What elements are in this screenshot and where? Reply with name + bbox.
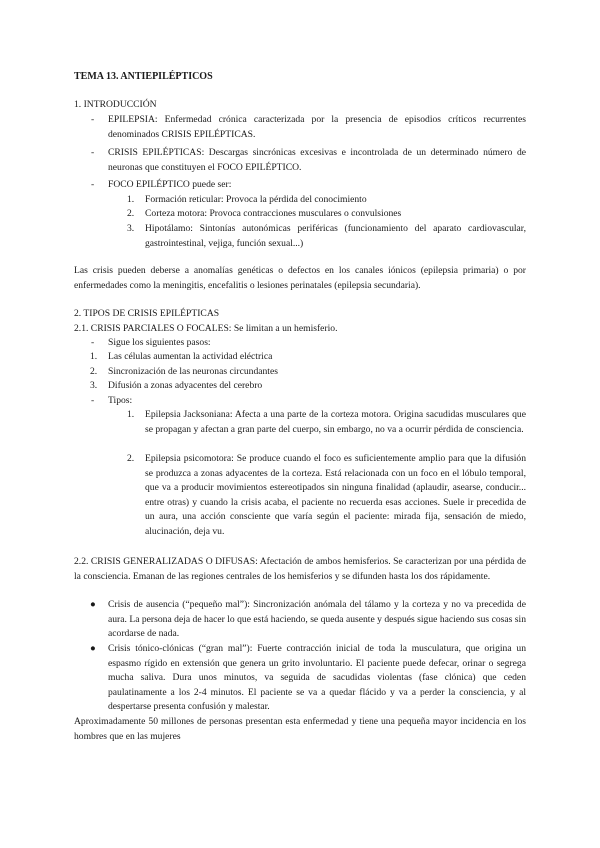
bullet-foco: FOCO EPILÉPTICO puede ser: [108, 179, 232, 190]
generalizada-item-tonico-clonicas: Crisis tónico-clónicas (“gran mal”): Fuerte contracción inicial de toda la musculatura, que origina un espasmo rígido en extensión que genera un grito involuntario. El paciente puede defecar, orinar o segrega mucha saliva. Dura unos minutos, va seguida de sacudidas violentas (fase clónica) que ceden paulatinamente a los 2-4 minutos. El paciente se va a quedar flácido y va a perder la consciencia, y al despertarse presenta confusión y malestar. [108, 643, 526, 713]
paso-item: Las células aumentan la actividad eléctrica [108, 351, 273, 362]
section-heading-tipos: 2. TIPOS DE CRISIS EPILÉPTICAS [74, 308, 220, 319]
bullet-dash: - [91, 395, 95, 406]
foco-item: Corteza motora: Provoca contracciones musculares o convulsiones [145, 208, 402, 219]
list-number: 1. [127, 409, 135, 420]
list-number: 1. [90, 351, 98, 362]
page-title: TEMA 13. ANTIEPILÉPTICOS [74, 71, 213, 82]
pasos-label: Sigue los siguientes pasos: [108, 337, 211, 348]
section-heading-introduccion: 1. INTRODUCCIÓN [74, 99, 157, 110]
tipos-label: Tipos: [108, 395, 133, 406]
paso-item: Difusión a zonas adyacentes del cerebro [108, 380, 263, 391]
bullet-dash: - [91, 337, 95, 348]
tipo-item-psicomotora: Epilepsia psicomotora: Se produce cuando el foco es suficientemente amplio para que la difusión se produzca a zonas adyacentes de la corteza. Está relacionada con un foco en el lóbulo temporal, que va a producir movimientos estereotipados sin ninguna finalidad (aplaudir, asearse, conducir... entre otras) y cuando la crisis acaba, el paciente no recuerda esas acciones. Suele ir precedida de un aura, una acción consciente que varía según el paciente: mirada fija, sensación de miedo, alucinación, deja vu. [145, 453, 526, 537]
tipo-item-jacksoniana: Epilepsia Jacksoniana: Afecta a una parte de la corteza motora. Origina sacudidas musculares que se propagan y afectan a gran parte del cuerpo, sin embargo, no va a ocurrir pérdida de consciencia. [145, 409, 526, 435]
list-number: 1. [127, 194, 135, 205]
foco-item: Formación reticular: Provoca la pérdida del conocimiento [145, 194, 367, 205]
paso-item: Sincronización de las neuronas circundantes [108, 366, 278, 377]
bullet-epilepsia: EPILEPSIA: Enfermedad crónica caracterizada por la presencia de episodios críticos recurrentes denominados CRISIS EPILÉPTICAS. [108, 114, 526, 140]
intro-paragraph: Las crisis pueden deberse a anomalías genéticas o defectos en los canales iónicos (epilepsia primaria) o por enfermedades como la meningitis, encefalitis o lesiones perinatales (epilepsia secundaria). [74, 265, 526, 291]
foco-item: Hipotálamo: Sintonías autonómicas periféricas (funcionamiento del aparato cardiovascular, gastrointestinal, vejiga, función sexual...) [145, 223, 526, 249]
bullet-crisis-epilepticas: CRISIS EPILÉPTICAS: Descargas sincrónicas excesivas e incontrolada de un determinado número de neuronas que constituyen el FOCO EPILÉPTICO. [108, 147, 526, 173]
bullet-dot: ● [90, 643, 96, 654]
final-paragraph: Aproximadamente 50 millones de personas presentan esta enfermedad y tiene una pequeña mayor incidencia en los hombres que en las mujeres [74, 716, 526, 742]
list-number: 3. [90, 380, 98, 391]
list-number: 2. [127, 208, 135, 219]
list-number: 3. [127, 223, 135, 234]
list-number: 2. [90, 366, 98, 377]
subsection-heading-parciales: 2.1. CRISIS PARCIALES O FOCALES: Se limitan a un hemisferio. [74, 323, 338, 334]
generalizada-item-ausencia: Crisis de ausencia (“pequeño mal”): Sincronización anómala del tálamo y la corteza y no va precedida de aura. La persona deja de hacer lo que está haciendo, se queda ausente y después sigue haciendo sus cosas sin acordarse de nada. [108, 599, 526, 640]
list-number: 2. [127, 453, 135, 464]
bullet-dot: ● [90, 599, 96, 610]
bullet-dash: - [91, 147, 95, 158]
bullet-dash: - [91, 179, 95, 190]
bullet-dash: - [91, 114, 95, 125]
generalizadas-paragraph: 2.2. CRISIS GENERALIZADAS O DIFUSAS: Afectación de ambos hemisferios. Se caracterizan por una pérdida de la consciencia. Emanan de las regiones centrales de los hemisferios y se difunden hasta los dos rápidamente. [74, 556, 526, 582]
